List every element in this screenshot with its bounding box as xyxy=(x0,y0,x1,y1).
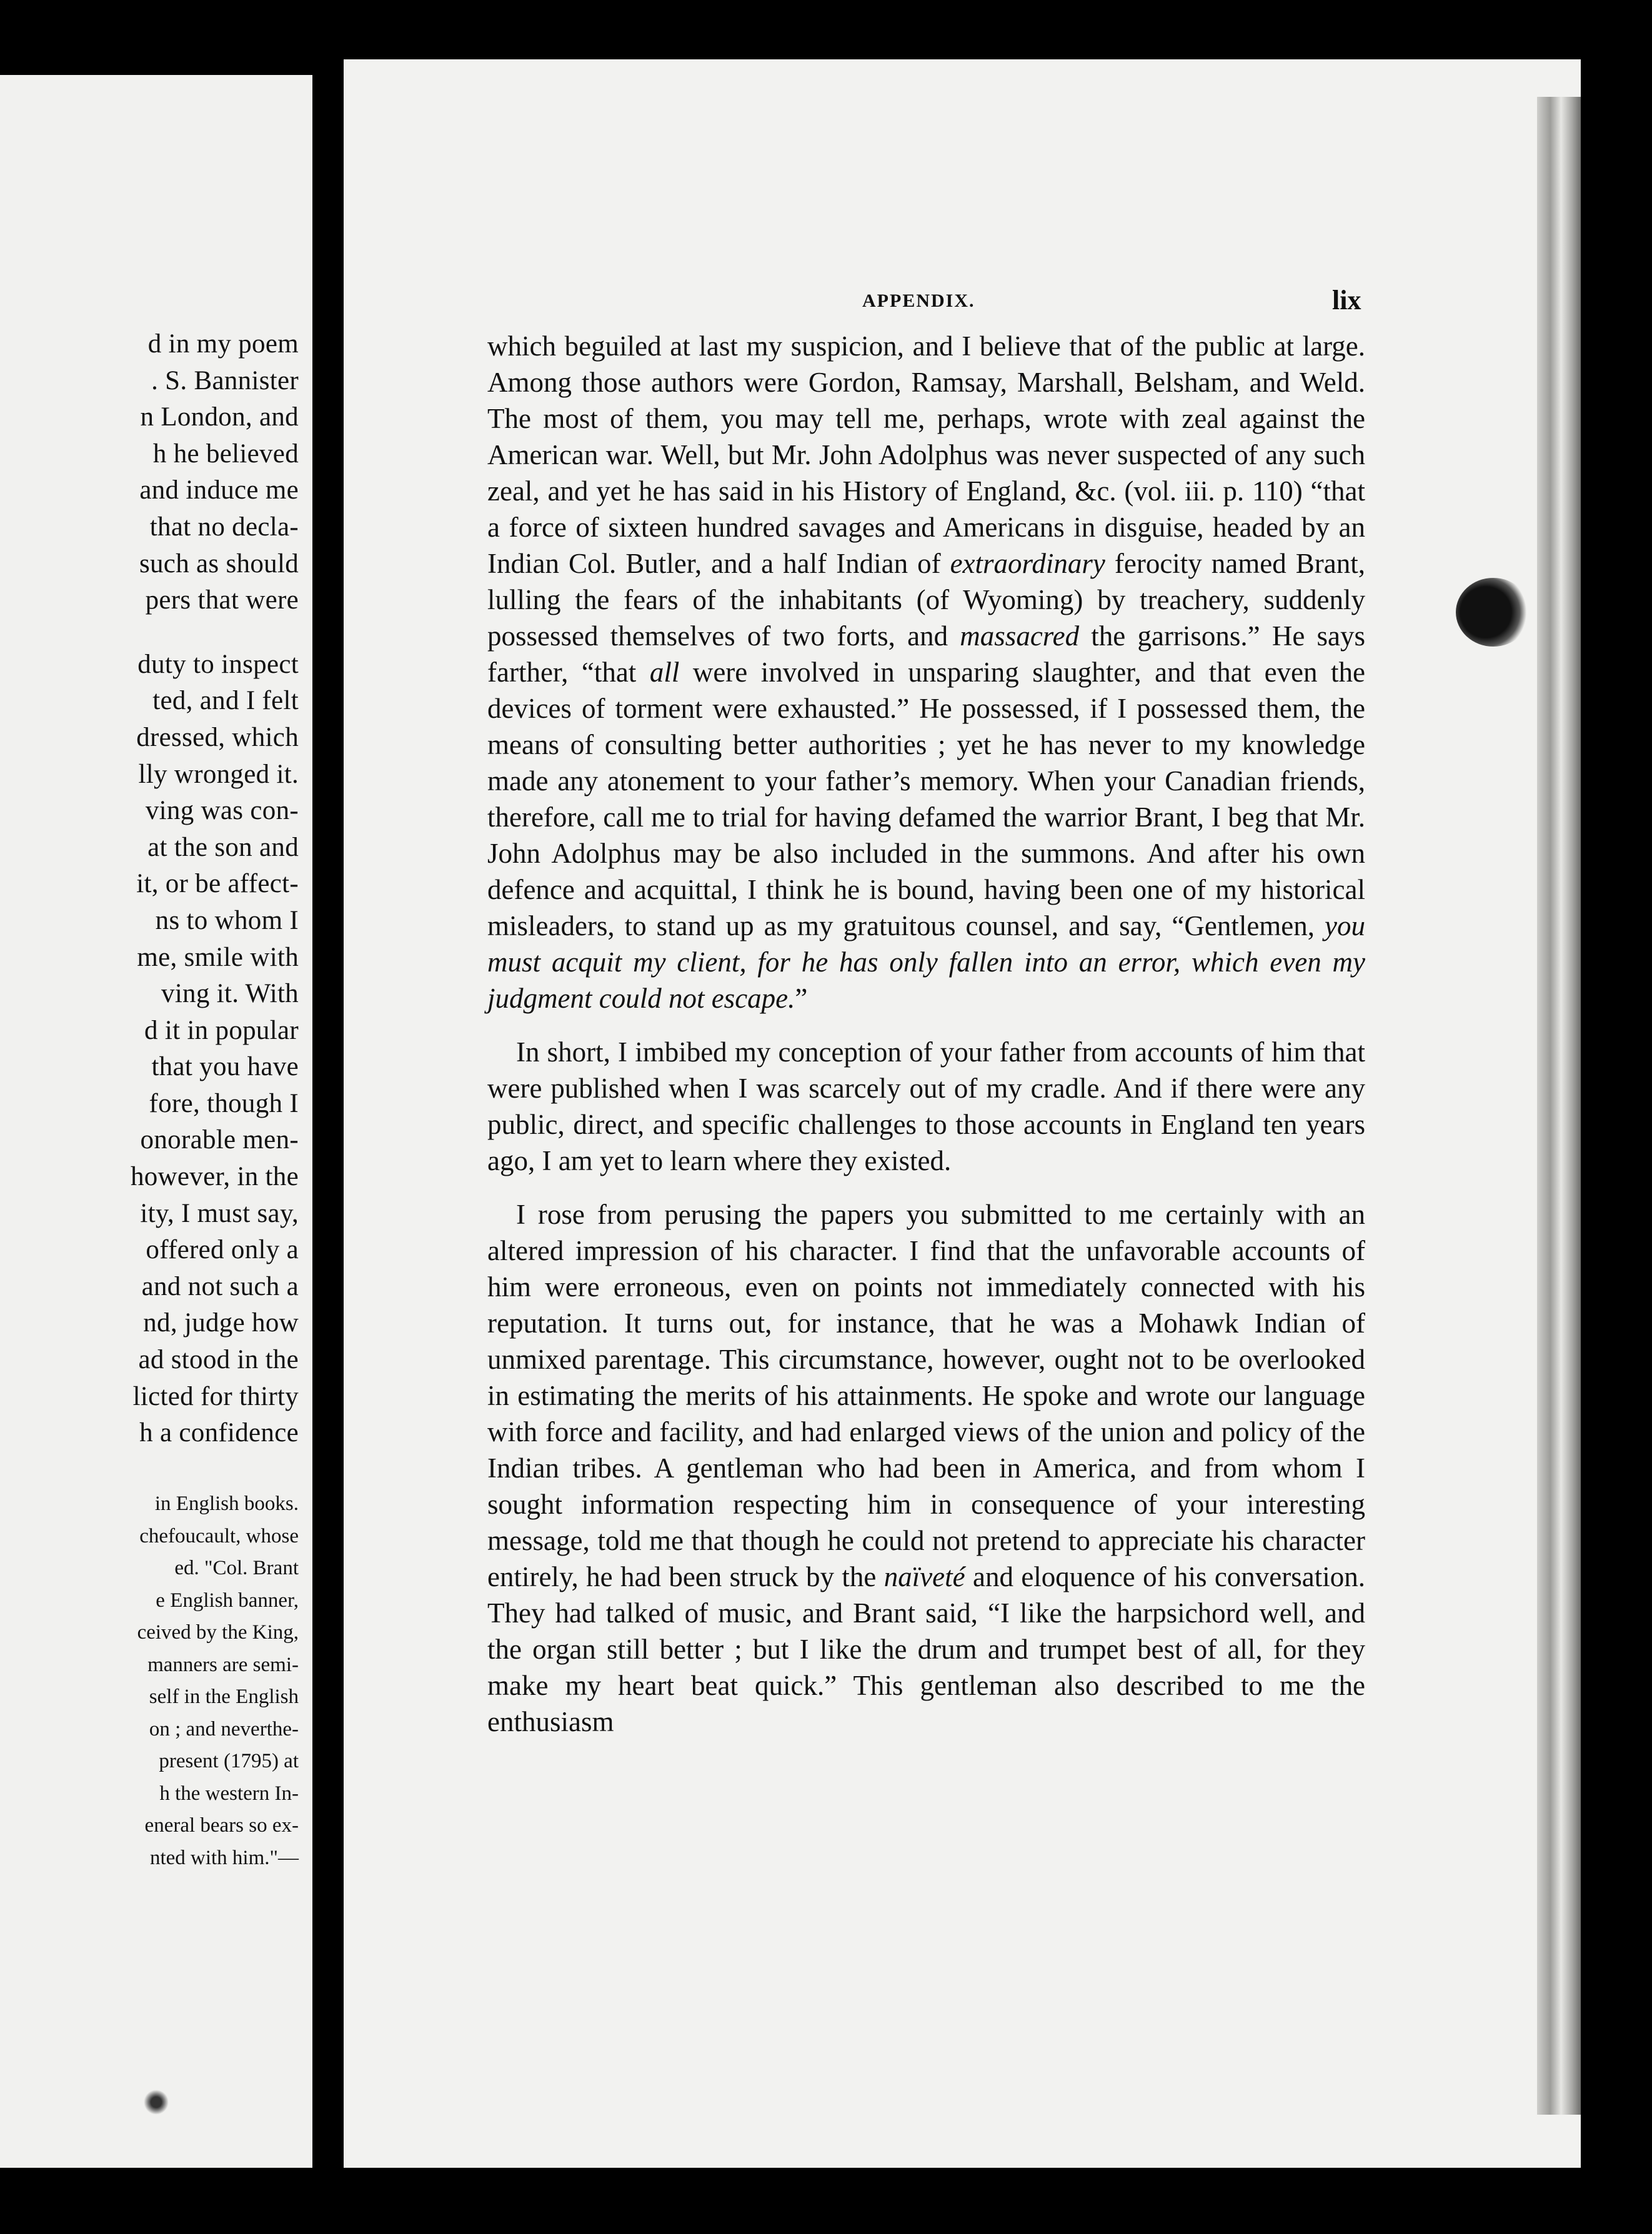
margin-smudge xyxy=(144,2090,169,2115)
left-footnote-line: manners are semi- xyxy=(147,1653,299,1676)
left-body-line: at the son and xyxy=(147,832,299,862)
paragraph-3-italic-naivete: naïveté xyxy=(883,1561,965,1592)
left-body-line: offered only a xyxy=(146,1235,299,1265)
left-body-line: . S. Bannister xyxy=(151,365,299,395)
left-footnote-line: in English books. xyxy=(154,1492,299,1515)
left-footnote-line: nted with him."— xyxy=(149,1846,299,1869)
left-footnote-line: h the western In- xyxy=(159,1782,299,1805)
left-footnote-line: on ; and neverthe- xyxy=(149,1717,299,1740)
paragraph-1-text-c: the garrisons.” He says farther, “that xyxy=(487,620,1366,688)
left-footnote-line: eneral bears so ex- xyxy=(144,1814,299,1837)
left-page-footnotes xyxy=(0,1488,299,1874)
paragraph-1 xyxy=(487,328,1365,1016)
ink-blot xyxy=(1456,578,1531,647)
left-body-line: and induce me xyxy=(139,475,299,505)
left-body-line: ity, I must say, xyxy=(140,1198,299,1228)
left-body-line: me, smile with xyxy=(137,942,299,972)
left-footnote-line: present (1795) at xyxy=(159,1750,299,1772)
running-head: APPENDIX. xyxy=(862,290,975,311)
paragraph-2: In short, I imbibed my conception of your father from accounts of him that were published when I was scarcely out of my cradle. And if there were any public, direct, and specific challenges to those accounts in England ten years ago, I am yet to learn where they existed. xyxy=(487,1036,1365,1176)
paragraph-3-text-b: and eloquence of his conversation. They had talked of music, and Brant said, “I like the harpsichord well, and the organ still better ; but I like the drum and trumpet best of all, for they make my heart beat quick.” This gentleman also described to me the enthusiasm xyxy=(487,1561,1366,1737)
paragraph-1-text-b: ferocity named Brant, lulling the fears of the inhabitants (of Wyoming) by treachery, suddenly possessed themselves of two forts, and xyxy=(487,548,1365,652)
left-footnote-line: self in the English xyxy=(149,1685,299,1708)
page-body-text xyxy=(487,328,1365,1740)
paragraph-1-italic-extraordinary: extraordinary xyxy=(950,548,1105,579)
left-body-line: nd, judge how xyxy=(143,1308,299,1338)
paragraph-3 xyxy=(487,1196,1365,1740)
left-body-line: dressed, which xyxy=(136,722,299,752)
left-body-line: ving it. With xyxy=(161,979,299,1009)
left-body-line: onorable men- xyxy=(140,1125,299,1155)
left-body-line: d it in popular xyxy=(144,1015,299,1045)
left-page-body xyxy=(0,326,299,1452)
left-body-line: licted for thirty xyxy=(132,1381,299,1411)
left-body-line: h he believed xyxy=(152,439,299,469)
paragraph-3-text-a: I rose from perusing the papers you submitted to me certainly with an altered impression of his character. I find that the unfavorable accounts of him were erroneous, even on points not immediately connected with his reputation. It turns out, for instance, that he was a Mohawk Indian of unmixed parentage. This circumstance, however, ought not to be overlooked in estimating the merits of his attainments. He spoke and wrote our language with force and facility, and had enlarged views of the union and policy of the Indian tribes. A gentleman who had been in America, and from whom I sought information respecting him in consequence of your interesting message, told me that though he could not pretend to appreciate his character entirely, he had been struck by the xyxy=(487,1199,1365,1592)
left-page xyxy=(0,75,312,2168)
left-body-line: ted, and I felt xyxy=(152,686,299,716)
page-edge-stack xyxy=(1537,97,1581,2115)
left-body-line: d in my poem xyxy=(147,329,299,359)
left-body-line: such as should xyxy=(139,549,299,578)
left-footnote-line: e English banner, xyxy=(156,1589,299,1612)
left-body-line: however, in the xyxy=(130,1162,299,1192)
left-body-line: ns to whom I xyxy=(155,905,299,935)
left-body-line: that you have xyxy=(151,1052,299,1082)
left-body-line: n London, and xyxy=(140,402,299,432)
left-body-line: that no decla- xyxy=(149,512,299,542)
paragraph-1-italic-quote: you must acquit my client, for he has only fallen into an error, which even my judgment could not escape. xyxy=(487,910,1365,1014)
paragraph-1-text-d: were involved in unsparing slaughter, and that even the devices of torment were exhausted.” He possessed, if I possessed them, the means of consulting better authorities ; yet he has never to my knowledge made any atonement to your father’s memory. When your Canadian friends, therefore, call me to trial for having defamed the warrior Brant, I beg that Mr. John Adolphus may be also included in the summons. And after his own defence and acquittal, I think he is bound, having been one of my historical misleaders, to stand up as my gratuitous counsel, and say, “Gentlemen, xyxy=(487,657,1365,941)
right-page xyxy=(344,59,1581,2168)
paragraph-1-text-a: which beguiled at last my suspicion, and I believe that of the public at large. Among those authors were Gordon, Ramsay, Marshall, Belsham, and Weld. The most of them, you may tell me, perhaps, wrote with zeal against the American war. Well, but Mr. John Adolphus was never suspected of any such zeal, and yet he has said in his History of England, &c. (vol. iii. p. 110) “that a force of sixteen hundred savages and Americans in disguise, headed by an Indian Col. Butler, and a half Indian of xyxy=(487,330,1365,579)
paragraph-1-italic-massacred: massacred xyxy=(960,620,1080,652)
page-number: lix xyxy=(1332,285,1361,315)
left-body-line: it, or be affect- xyxy=(136,869,299,899)
left-footnote-line: ed. "Col. Brant xyxy=(174,1557,299,1579)
left-body-line: h a confidence xyxy=(139,1418,299,1448)
left-body-line: lly wronged it. xyxy=(138,759,299,789)
left-body-line: duty to inspect xyxy=(137,649,299,679)
left-footnote-line: chefoucault, whose xyxy=(139,1524,299,1547)
paragraph-1-italic-all: all xyxy=(649,657,680,688)
left-footnote-line: ceived by the King, xyxy=(137,1621,299,1644)
left-body-line: and not such a xyxy=(141,1271,299,1301)
left-body-line: fore, though I xyxy=(149,1088,299,1118)
left-body-line: ad stood in the xyxy=(138,1345,299,1375)
paragraph-1-text-e: ” xyxy=(795,983,808,1014)
left-body-line: pers that were xyxy=(145,585,299,615)
left-body-line: ving was con- xyxy=(145,796,299,826)
